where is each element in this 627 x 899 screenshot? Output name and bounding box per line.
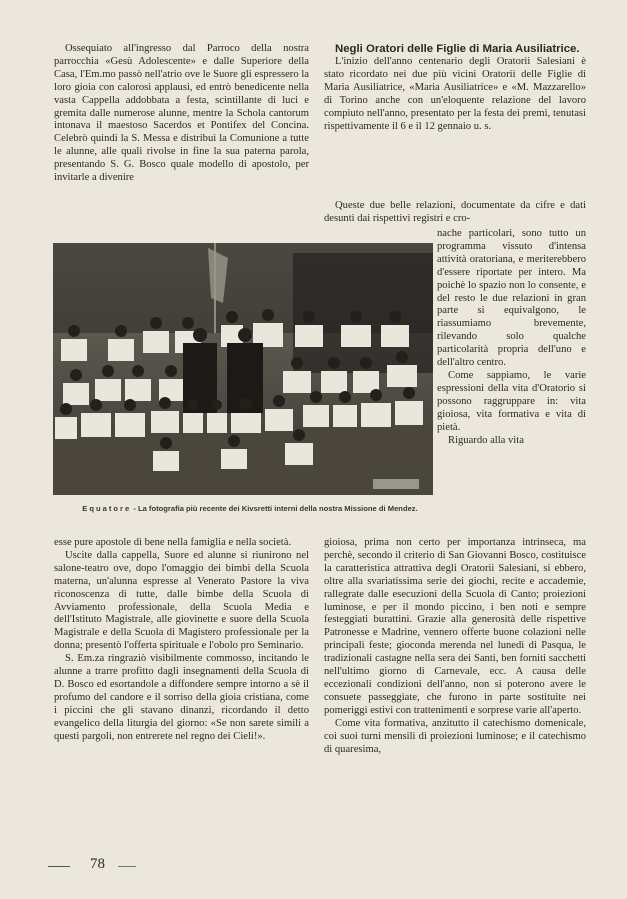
left-column-top (54, 43, 309, 185)
caption-place: Equatore (82, 504, 132, 513)
paragraph: Riguardo alla vita (448, 434, 524, 446)
group-photograph (53, 243, 433, 495)
right-wide-line (324, 200, 586, 226)
photo-image (53, 243, 433, 495)
caption-text: - La fotografia più recente dei Kivsretti interni della nostra Missione di Mendez. (133, 504, 418, 513)
paragraph: L'inizio dell'anno centenario degli Oratorii Salesiani è stato ricordato nei due più vicini Oratorii delle Figlie di Maria Ausiliatrice, «Maria Ausiliatrice» e «M. Mazzarello» di Torino anche con un'eloquente relazione del lavoro compiuto nell'anno, presentato per la festa dei premi, tenutasi rispettivamente il 6 e il 12 gennaio u. s. (324, 56, 586, 132)
paragraph: Queste due belle relazioni, documentate da cifre e dati desunti dai rispettivi registri e cro- (324, 200, 586, 224)
right-column-narrow (437, 228, 586, 447)
paragraph: Uscite dalla cappella, Suore ed alunne si riunirono nel salone-teatro ove, dopo l'omaggio dei bimbi della Scuola materna, un'alunna espresse al Venerato Pastore la viva riconoscenza di tutte, dalle bimbe della Scuola di Avviamento professionale, della Scuola Media e dell'Istituto Magistrale, alle giovinette e suore della Scuola Magistrale e della Scuola di Magistero professionale per la donna; presentò l'offerta spirituale e l'obolo pro Seminario. (54, 549, 309, 652)
paragraph: Come sappiamo, le varie espressioni della vita d'Oratorio si possono raggruppare in: vita gioiosa, vita formativa e vita di pietà. (437, 369, 586, 433)
footer-dash (48, 866, 70, 867)
left-column-bottom (54, 537, 309, 744)
paragraph: Ossequiato all'ingresso dal Parroco della nostra parrocchia «Gesù Adolescente» e dalle Superiore della Casa, l'Em.mo passò nell'atrio ove le Suore gli espressero la loro gioia con calorosi applausi, ed entrò benedicente nella vasta Cappella addobbata a festa, scintillante di luci e gremita dalle numerose alunne, mentre la Schola cantorum intonava il maestoso Sacerdos et Pontifex del Concina. Celebrò quindi la S. Messa e distribuì la Comunione a tutte le alunne, alle quali rivolse in fine la sua paterna parola, presentando S. G. Bosco quale modello di apostolo, per invitarle a divenire (54, 43, 309, 184)
paragraph: esse pure apostole di bene nella famiglia e nella società. (54, 537, 292, 548)
page-number: 78 (90, 856, 105, 872)
paragraph: Come vita formativa, anzitutto il catechismo domenicale, coi suoi turni mensili di proiezioni luminose; e il catechismo di quaresima, (324, 717, 586, 755)
section-heading: Negli Oratori delle Figlie di Maria Ausiliatrice. (335, 43, 580, 55)
right-column-top (324, 43, 586, 133)
right-column-bottom (324, 537, 586, 756)
paragraph: gioiosa, prima non certo per importanza intrinseca, ma perchè, secondo il criterio di San Giovanni Bosco, costituisce la caratteristica attrattiva degli Oratorii Salesiani, si ebbero, oltre alla svariatissima serie dei giochi, recite e accademie, rallegrate dalle esecuzioni della Scuola di Canto; proiezioni luminose, e per il mondo piccino, i ben noti e sempre festeggiati burattini. Grazie alla generosità delle rispettive Patronesse e Madrine, vennero offerte buone colazioni nelle principali feste; gioconda merenda nel lunedì di Pasqua, le tradizionali castagne nella sera dei Santi, ben forniti sacchetti nell'ultimo giorno di Carnevale, ecc. A causa delle eccezionali condizioni dell'anno, non si poterono avere le consuete passeggiate, che furono in parte sostituite nei pomeriggi estivi con trattenimenti e sorprese varie all'aperto. (324, 537, 586, 716)
photo-caption (70, 504, 430, 514)
paragraph: nache particolari, sono tutto un programma vissuto d'intensa attività oratoriana, e meriterebbero d'essere riportate per intero. Ma poichè lo spazio non lo consente, e del resto le due relazioni in gran parte si equivalgono, le riassumiamo brevemente, rilevando solo qualche particolarità propria dell'uno e dell'altro centro. (437, 228, 586, 369)
paragraph: S. Em.za ringraziò visibilmente commosso, incitando le alunne a trarre profitto dagli insegnamenti della Scuola di D. Bosco ed esortandole a diffondere sempre intorno a sè il profumo del candore e il sorriso della gioia cristiana, come i piccini che gli stavano dinanzi, ricordando il detto evangelico della liturgia del giorno: «Se non sarete simili a questi pargoli, non entrerete nel regno dei Cieli!». (54, 653, 309, 742)
footer-dash (118, 866, 136, 867)
